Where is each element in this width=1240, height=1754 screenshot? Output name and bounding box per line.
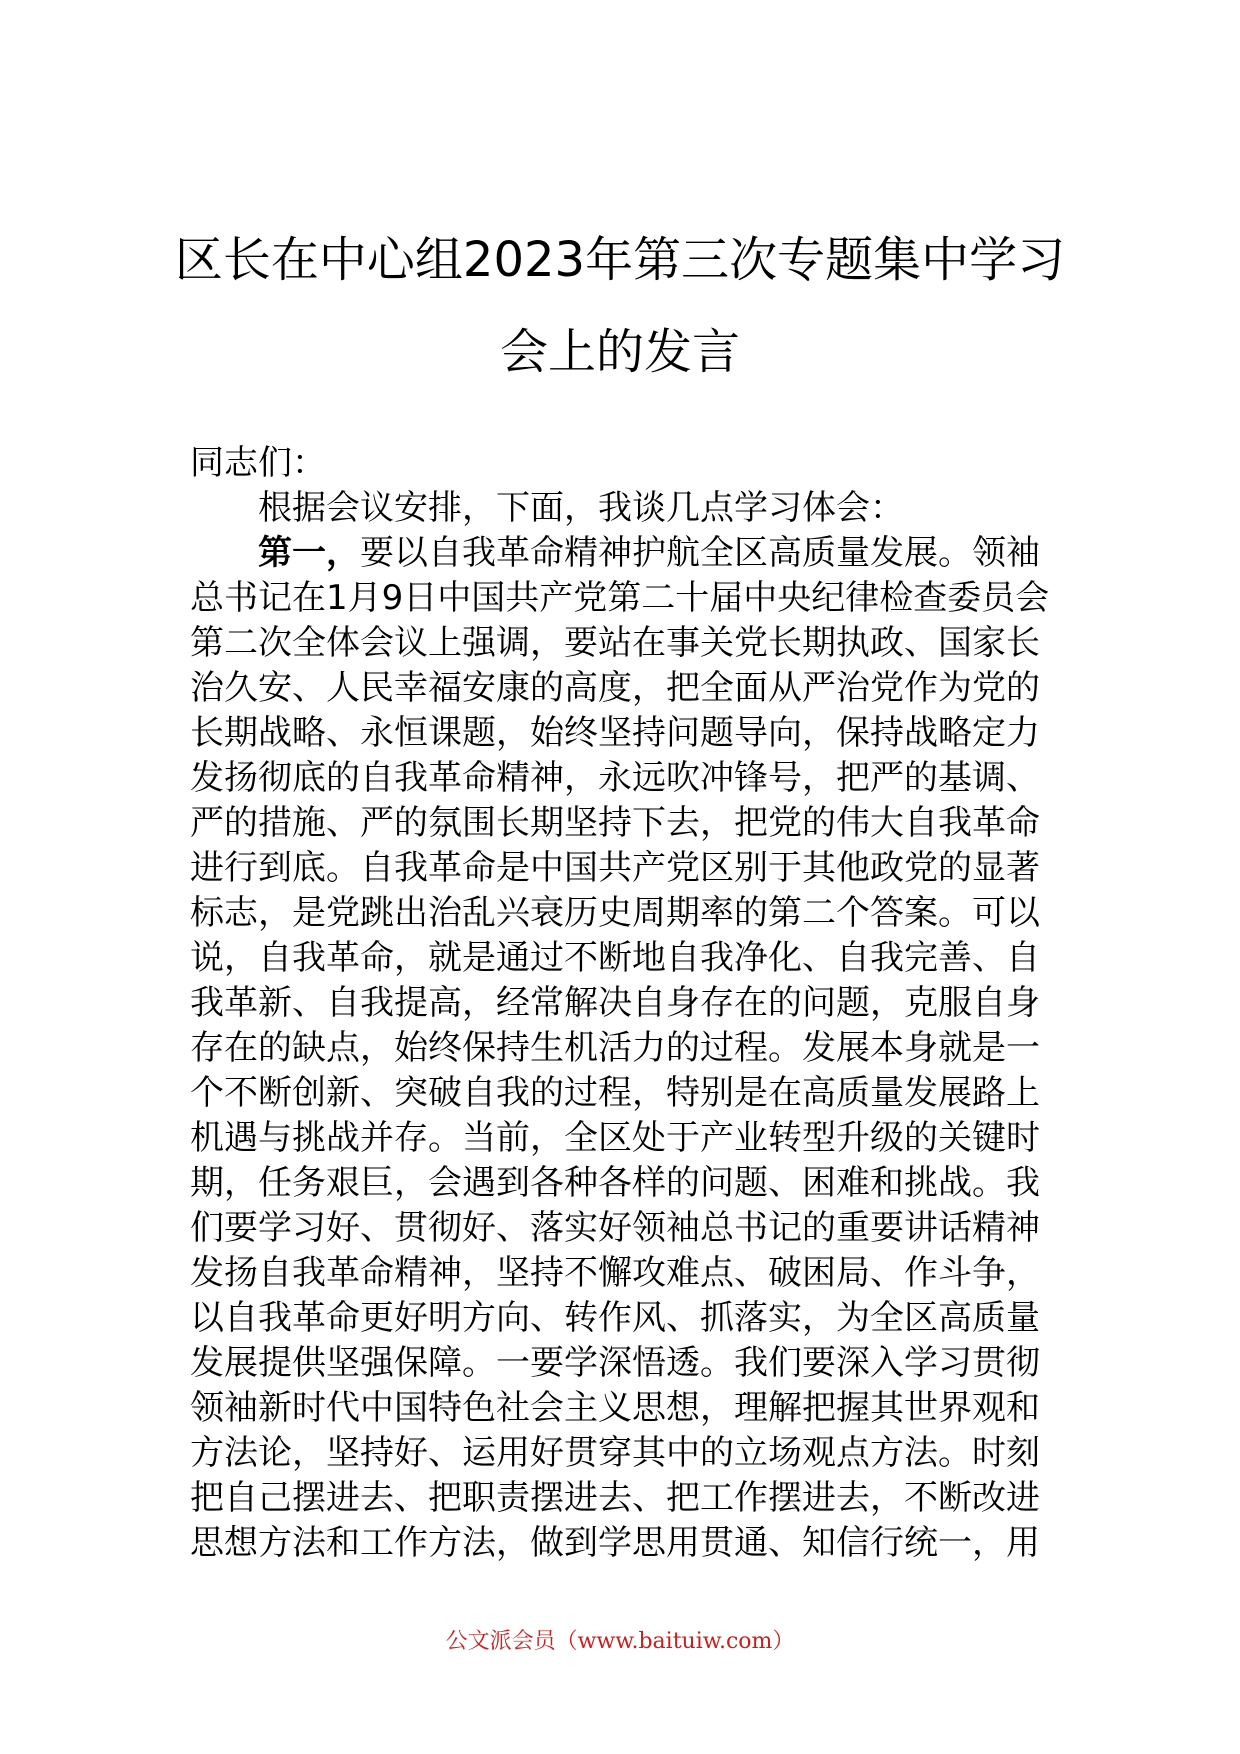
document-title-line-1: 区长在中心组2023年第三次专题集中学习 (174, 232, 1066, 288)
body-line: 说，自我革命，就是通过不断地自我净化、自我完善、自 (190, 938, 1040, 978)
first-point-line (190, 531, 1060, 576)
body-line: 进行到底。自我革命是中国共产党区别于其他政党的显著 (190, 848, 1040, 888)
body-line: 发扬自我革命精神，坚持不懈攻难点、破困局、作斗争， (190, 1253, 1040, 1293)
intro-paragraph: 根据会议安排，下面，我谈几点学习体会： (258, 488, 904, 528)
body-line: 治久安、人民幸福安康的高度，把全面从严治党作为党的 (190, 668, 1040, 708)
body-line: 方法论，坚持好、运用好贯穿其中的立场观点方法。时刻 (190, 1433, 1040, 1473)
body-line: 把自己摆进去、把职责摆进去、把工作摆进去，不断改进 (190, 1478, 1040, 1518)
body-line: 们要学习好、贯彻好、落实好领袖总书记的重要讲话精神 (190, 1208, 1040, 1248)
body-line: 总书记在1月9日中国共产党第二十届中央纪律检查委员会 (190, 578, 1050, 618)
body-line: 第二次全体会议上强调，要站在事关党长期执政、国家长 (190, 623, 1040, 663)
document-title-line-2: 会上的发言 (499, 324, 740, 380)
body-line: 我革新、自我提高，经常解决自身存在的问题，克服自身 (190, 983, 1040, 1023)
body-line: 严的措施、严的氛围长期坚持下去，把党的伟大自我革命 (190, 803, 1040, 843)
body-line: 发扬彻底的自我革命精神，永远吹冲锋号，把严的基调、 (190, 758, 1040, 798)
body-line: 领袖新时代中国特色社会主义思想，理解把握其世界观和 (190, 1388, 1040, 1428)
body-line: 长期战略、永恒课题，始终坚持问题导向，保持战略定力 (190, 713, 1040, 753)
salutation: 同志们： (190, 443, 326, 483)
body-line: 期，任务艰巨，会遇到各种各样的问题、困难和挑战。我 (190, 1163, 1040, 1203)
body-line: 思想方法和工作方法，做到学思用贯通、知信行统一，用 (190, 1523, 1040, 1563)
first-point-heading: 第一， (258, 533, 360, 573)
document-body (190, 441, 1060, 1566)
body-line: 发展提供坚强保障。一要学深悟透。我们要深入学习贯彻 (190, 1343, 1040, 1383)
footer-watermark-link[interactable]: 公文派会员（www.baituiw.com） (445, 1629, 795, 1654)
body-line: 机遇与挑战并存。当前，全区处于产业转型升级的关键时 (190, 1118, 1040, 1158)
body-line: 要以自我革命精神护航全区高质量发展。领袖 (360, 533, 1040, 573)
body-line: 标志，是党跳出治乱兴衰历史周期率的第二个答案。可以 (190, 893, 1040, 933)
body-line: 以自我革命更好明方向、转作风、抓落实，为全区高质量 (190, 1298, 1040, 1338)
body-line: 个不断创新、突破自我的过程，特别是在高质量发展路上 (190, 1073, 1040, 1113)
body-line: 存在的缺点，始终保持生机活力的过程。发展本身就是一 (190, 1028, 1040, 1068)
